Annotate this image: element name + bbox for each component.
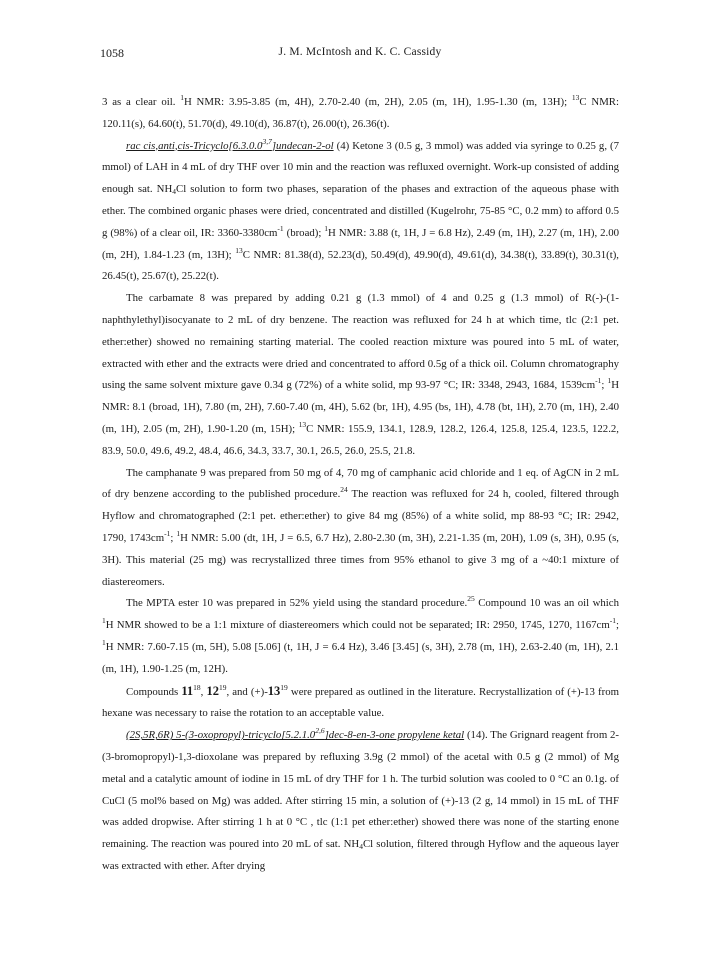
paragraph-mpta-ester: The MPTA ester 10 was prepared in 52% yield using the standard procedure.$^{25}$ Compound 10 was an oil which $^1$H NMR showed to be a 1:1 mixture of diastereomers which could not be separated; IR: 2950, 1745, 1270, $1167cm^{-1}$; $^1$H NMR: 7.60-7.15 (m, 5H), 5.08 [5.06] (t, 1H, J = 6.4 Hz), 3.46 [3.45] (s, 3H), 2.78 (m, 1H), 2.63-2.40 (m, 1H), 2.1 (m, 1H), 1.90-1.25 (m, 12H). — [102, 594, 619, 675]
paragraph-tricycloundecanol: rac cis,anti,cis-Tricyclo[6.3.0.0$^{3,7}$]undecan-2-ol (4) Ketone 3 (0.5 g, 3 mmol) was added via syringe to 0.25 g, (7 mmol) of LAH in 4 mL of dry THF over 10 min and the reaction was refluxed overnight. Work-up consisted of adding enough sat. $NH_4Cl$ solution to form two phases, separation of the phases and extraction of the aqueous phase with ether. The combined organic phases were dried, concentrated and distilled (Kugelrohr, 75-85 °C, 0.2 mm) to afford 0.5 g (98%) of a clear oil, IR: $3360-3380cm^{-1}$ (broad); $^1$H NMR: 3.88 (t, 1H, J = 6.8 Hz), 2.49 (m, 1H), 2.27 (m, 1H), 2.00 (m, 2H), 1.84-1.23 (m, 13H); $^{13}$C NMR: 81.38(d), 52.23(d), 50.49(d), 49.90(d), 49.61(d), 34.38(t), 33.89(t), 30.31(t), 26.45(t), 25.67(t), 25.22(t). — [102, 136, 620, 283]
paragraph-compounds: Compounds $11^{18}$, $12^{19}$, and $(+)-13^{19}$ were prepared as outlined in the literature. Recrystallization of (+)-13 from hexane was necessary to raise the rotation to an acceptable value. — [102, 682, 620, 720]
paragraph-nmr-data: 3 as a clear oil. $^1$H NMR: 3.95-3.85 (m, 4H), 2.70-2.40 (m, 2H), 2.05 (m, 1H), 1.95-1.30 (m, 13H); $^{13}$C NMR: 120.11(s), 64.60(t), 51.70(d), 49.10(d), 36.87(t), 26.00(t), 26.36(t). — [102, 93, 620, 130]
paragraph-camphanate: The camphanate 9 was prepared from 50 mg of 4, 70 mg of camphanic acid chloride and 1 eq. of AgCN in 2 mL of dry benzene according to the published procedure.$^{24}$ The reaction was refluxed for 24 h, cooled, filtered through Hyflow and chromatographed (2:1 pet. ether:ether) to give 84 mg (85%) of a white solid, mp 88-93 °C; IR: 2942, 1790, $1743cm^{-1}$; $^1$H NMR: 5.00 (dt, 1H, J = 6.5, 6.7 Hz), 2.80-2.30 (m, 3H), 2.21-1.35 (m, 20H), 1.09 (s, 3H), 0.95 (s, 3H). This material (25 mg) was recrystallized three times from 95% ethanol to give 3 mg of a ~40:1 mixture of diastereomers. — [102, 466, 619, 588]
compound-title: (2S,5R,6R) 5-(3-oxopropyl)-tricyclo[5.2.1.0$^{2,6}$]dec-8-en-3-one propylene ketal — [126, 726, 465, 742]
compound-title: rac cis,anti,cis-Tricyclo[6.3.0.0$^{3,7}$]undecan-2-ol — [126, 136, 334, 152]
paragraph-carbamate: The carbamate 8 was prepared by adding 0.21 g (1.3 mmol) of 4 and 0.25 g (1.3 mmol) of R(-)-(1-naphthylethyl)isocyanate to 2 mL of dry benzene. The reaction was refluxed for 24 h at which time, tlc (2:1 pet. ether:ether) showed no remaining starting material. The cooled reaction mixture was poured into 5 mL of water, extracted with ether and the extracts were dried and concentrated to afford 0.5g of a thick oil. Column chromatography using the same solvent mixture gave 0.34 g (72%) of a white solid, mp 93-97 °C; IR: 3348, 2943, 1684, $1539cm^{-1}$; $^1$H NMR: 8.1 (broad, 1H), 7.80 (m, 2H), 7.60-7.40 (m, 4H), 5.62 (br, 1H), 4.95 (bs, 1H), 4.78 (bt, 1H), 2.70 (m, 1H), 2.40 (m, 1H), 2.05 (m, 2H), 1.90-1.20 (m, 15H); $^{13}$C NMR: 155.9, 134.1, 128.9, 128.2, 126.4, 125.8, 125.4, 123.5, 122.2, 83.9, 50.0, 49.6, 49.2, 48.4, 46.6, 34.3, 33.7, 30.1, 26.5, 26.0, 25.5, 21.8. — [102, 292, 619, 457]
page-header — [100, 46, 620, 62]
running-head: J. M. McIntosh and K. C. Cassidy — [278, 46, 442, 58]
page-number: 1058 — [100, 46, 124, 60]
paragraph-propylene-ketal: (2S,5R,6R) 5-(3-oxopropyl)-tricyclo[5.2.1.0$^{2,6}$]dec-8-en-3-one propylene ketal (14). The Grignard reagent from 2-(3-bromopropyl)-1,3-dioxolane was prepared by refluxing 3.9g (2 mmol) of the acetal with 0.5 g (2 mmol) of Mg metal and a catalytic amount of iodine in 15 mL of dry THF for 1 h. The turbid solution was cooled to 0 °C an 0.1g. of CuCl (5 mol% based on Mg) was added. After stirring 15 min, a solution of (+)-13 (2 g, 14 mmol) in 15 mL of THF was added dropwise. After stirring 1 h at 0 °C , tlc (1:1 pet ether:ether) showed there was none of the starting enone remaining. The reaction was poured into 20 mL of sat. $NH_4Cl$ solution, filtered through Hyflow and the aqueous layer was extracted with ether. After drying — [102, 726, 620, 872]
article-body — [102, 92, 619, 878]
